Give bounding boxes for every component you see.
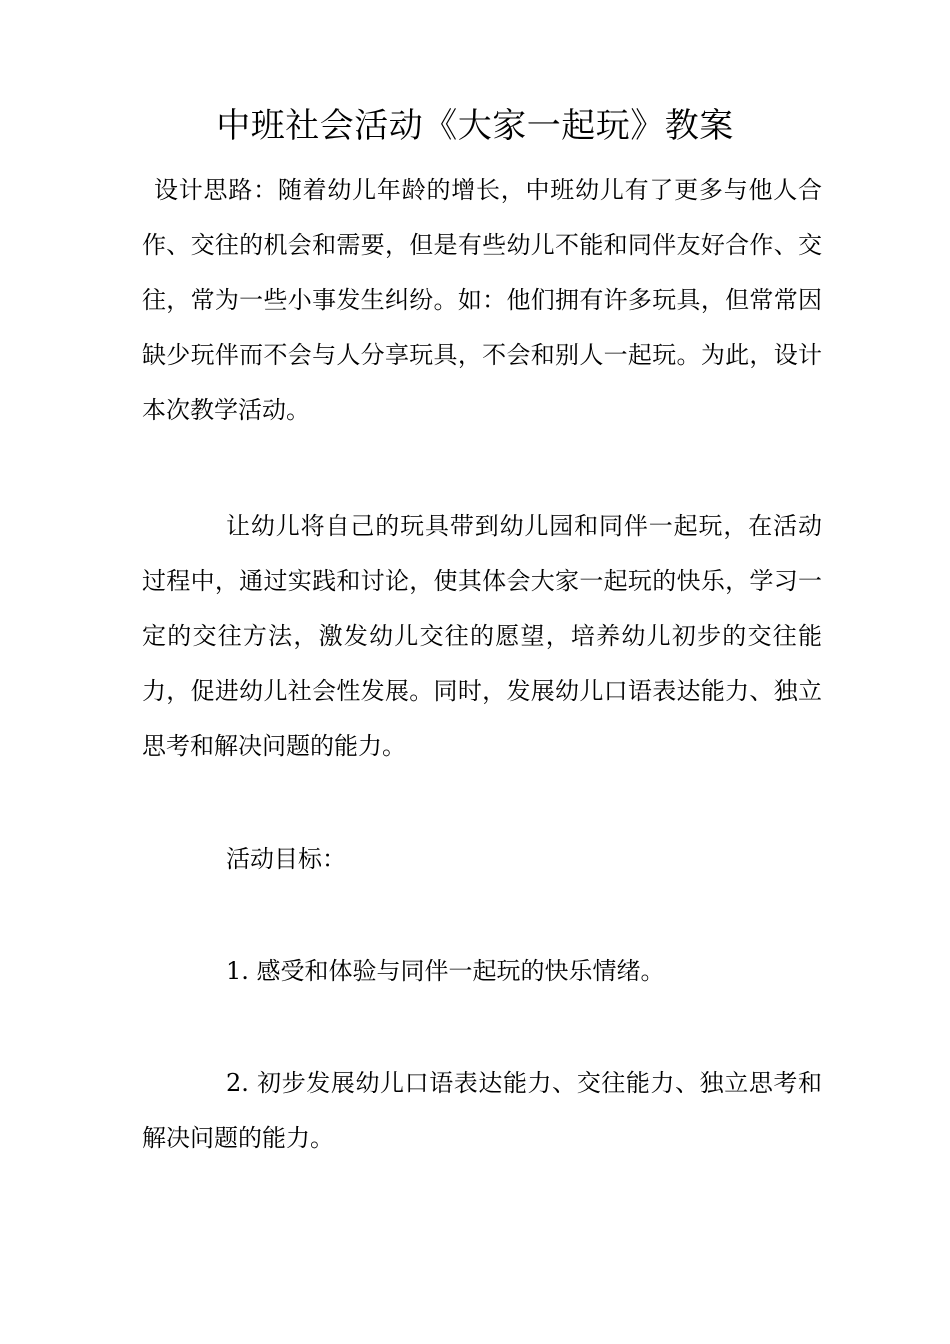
document-title: 中班社会活动《大家一起玩》教案 — [216, 106, 734, 146]
paragraph-activity-description: 让幼儿将自己的玩具带到幼儿园和同伴一起玩，在活动过程中，通过实践和讨论，使其体会大家一起玩的快乐，学习一定的交往方法，激发幼儿交往的愿望，培养幼儿初步的交往能力，促进幼儿社会性发展。同时，发展幼儿口语表达能力、独立思考和解决问题的能力。 — [142, 512, 822, 760]
paragraph-goal-2: 2. 初步发展幼儿口语表达能力、交往能力、独立思考和解决问题的能力。 — [142, 1069, 822, 1152]
paragraph-goal-1: 1. 感受和体验与同伴一起玩的快乐情绪。 — [226, 957, 665, 985]
paragraph-design-idea: 设计思路：随着幼儿年龄的增长，中班幼儿有了更多与他人合作、交往的机会和需要，但是有些幼儿不能和同伴友好合作、交往，常为一些小事发生纠纷。如：他们拥有许多玩具，但常常因缺少玩伴而不会与人分享玩具，不会和别人一起玩。为此，设计本次教学活动。 — [142, 176, 822, 424]
paragraph-goals-heading: 活动目标： — [226, 845, 346, 873]
